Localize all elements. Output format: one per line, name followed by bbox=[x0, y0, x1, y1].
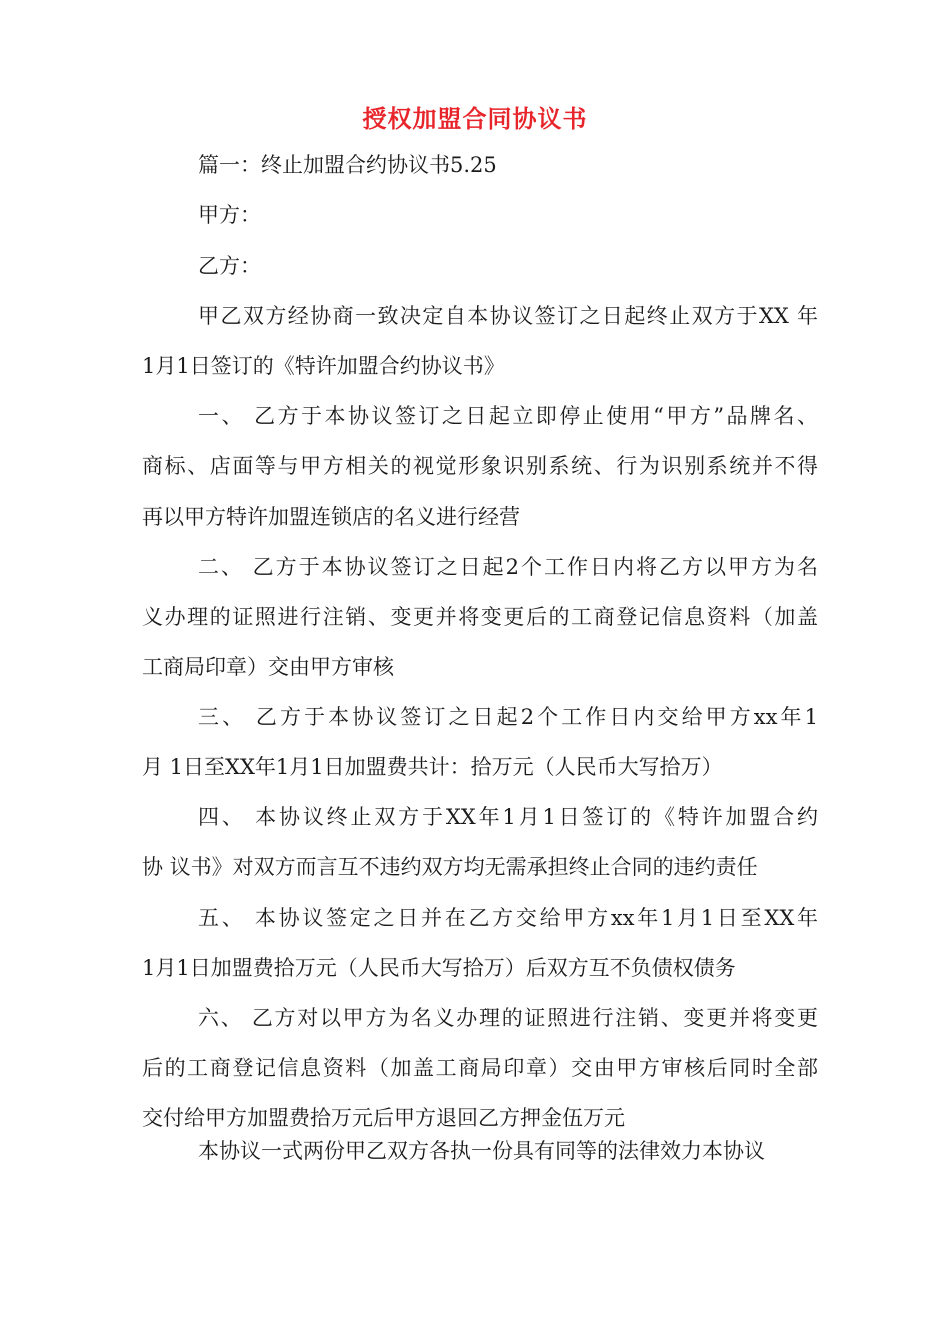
clause-2-line: 义办理的证照进行注销、变更并将变更后的工商登记信息资料（加盖 bbox=[142, 605, 818, 629]
clause-3-line: 三、 乙方于本协议签订之日起2个工作日内交给甲方xx年1 bbox=[198, 705, 818, 729]
party-b-line: 乙方： bbox=[198, 254, 261, 278]
clause-4-line: 协 议书》对双方而言互不违约双方均无需承担终止合同的违约责任 bbox=[142, 855, 758, 879]
clause-3-line: 月 1日至XX年1月1日加盟费共计：拾万元（人民币大写拾万） bbox=[142, 755, 723, 779]
document-title: 授权加盟合同协议书 bbox=[362, 105, 588, 133]
paragraph-line: 甲乙双方经协商一致决定自本协议签订之日起终止双方于XX 年 bbox=[198, 304, 818, 328]
clause-1-line: 商标、店面等与甲方相关的视觉形象识别系统、行为识别系统并不得 bbox=[142, 454, 818, 478]
clause-2-line: 二、 乙方于本协议签订之日起2个工作日内将乙方以甲方为名 bbox=[198, 555, 818, 579]
clause-1-line: 一、 乙方于本协议签订之日起立即停止使用“甲方”品牌名、 bbox=[198, 404, 818, 428]
party-a-line: 甲方： bbox=[198, 203, 261, 227]
clause-6-line: 六、 乙方对以甲方为名义办理的证照进行注销、变更并将变更 bbox=[198, 1006, 818, 1030]
clause-6-line: 交付给甲方加盟费拾万元后甲方退回乙方押金伍万元 bbox=[142, 1106, 625, 1130]
clause-5-line: 五、 本协议签定之日并在乙方交给甲方xx年1月1日至XX年 bbox=[198, 906, 818, 930]
paragraph-line: 1月1日签订的《特许加盟合约协议书》 bbox=[142, 354, 505, 378]
clause-6-line: 后的工商登记信息资料（加盖工商局印章）交由甲方审核后同时全部 bbox=[142, 1056, 818, 1080]
clause-2-line: 工商局印章）交由甲方审核 bbox=[142, 655, 394, 679]
clause-5-line: 1月1日加盟费拾万元（人民币大写拾万）后双方互不负债权债务 bbox=[142, 956, 736, 980]
clause-1-line: 再以甲方特许加盟连锁店的名义进行经营 bbox=[142, 505, 520, 529]
closing-line: 本协议一式两份甲乙双方各执一份具有同等的法律效力本协议 bbox=[198, 1139, 765, 1163]
clause-4-line: 四、 本协议终止双方于XX年1月1日签订的《特许加盟合约 bbox=[198, 805, 818, 829]
section-heading: 篇一：终止加盟合约协议书5.25 bbox=[198, 153, 497, 177]
